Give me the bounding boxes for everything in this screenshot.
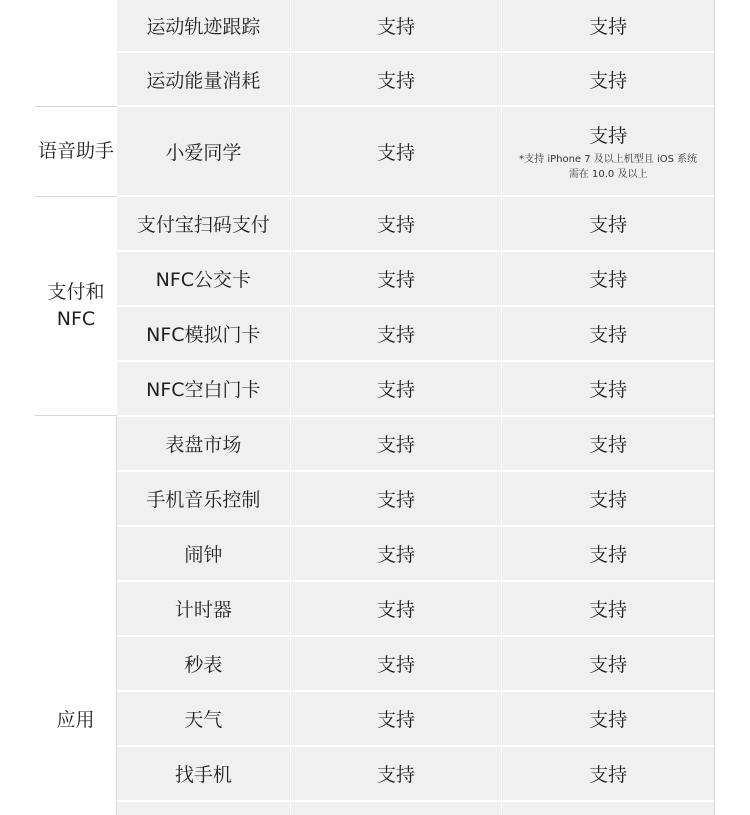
table-row (117, 107, 714, 197)
support-status-col2: 支持 (291, 527, 503, 580)
support-status-col2: 支持 (291, 417, 503, 470)
feature-name: 天气 (117, 692, 291, 745)
feature-name: 计时器 (117, 582, 291, 635)
support-status-col3: 支持 (589, 434, 628, 456)
support-status-col2: 支持 (291, 0, 503, 51)
support-status-col2: 支持 (291, 53, 503, 105)
table-row (117, 472, 714, 527)
support-status-col3: 支持 (589, 764, 628, 786)
support-status-col2: 支持 (291, 637, 503, 690)
feature-name: 找手机 (117, 747, 291, 800)
table-row (117, 417, 714, 472)
feature-name: 运动能量消耗 (117, 53, 291, 105)
table-row (117, 527, 714, 582)
support-status-col3: 支持 (589, 379, 628, 401)
support-status-col2: 支持 (291, 692, 503, 745)
support-status-col3: 支持 (589, 214, 628, 236)
support-status-col3-with-note (502, 107, 714, 195)
feature-name: 支付宝扫码支付 (117, 197, 291, 250)
category-label: 语音助手 (37, 140, 114, 162)
table-row (117, 53, 714, 107)
feature-name: 闹钟 (117, 527, 291, 580)
support-status-col2: 支持 (291, 307, 503, 360)
category-cell-apps (35, 416, 117, 815)
table-right-border (714, 0, 715, 815)
table-row (117, 692, 714, 747)
feature-name: NFC空白门卡 (117, 362, 291, 415)
support-status-col2 (291, 802, 503, 815)
support-status-col3: 支持 (589, 324, 628, 346)
support-status-col3: 支持 (589, 489, 628, 511)
category-label: 应用 (56, 709, 95, 731)
support-status-col3: 支持 (589, 709, 628, 731)
support-status-col3: 支持 (589, 599, 628, 621)
support-status-col3: 支持 (589, 654, 628, 676)
support-status-col3: 支持 (589, 69, 628, 92)
compatibility-note: *支持 iPhone 7 及以上机型且 iOS 系统 需在 10.0 及以上 (519, 153, 698, 180)
support-status-col2: 支持 (291, 362, 503, 415)
feature-name (117, 802, 291, 815)
support-status-col2: 支持 (291, 107, 503, 195)
table-row (117, 362, 714, 417)
support-status-col3: 支持 (589, 269, 628, 291)
support-status-col2: 支持 (291, 472, 503, 525)
table-row (117, 307, 714, 362)
feature-name: 表盘市场 (117, 417, 291, 470)
support-status-col3: 支持 (589, 16, 628, 38)
feature-name: 运动轨迹跟踪 (117, 0, 291, 51)
support-status-col3: 支持 (589, 124, 628, 147)
table-row (117, 637, 714, 692)
support-status-col3 (502, 802, 714, 815)
support-status-col2: 支持 (291, 197, 503, 250)
table-row-partial (117, 802, 714, 815)
support-status-col3: 支持 (589, 544, 628, 566)
table-row (117, 252, 714, 307)
support-status-col2: 支持 (291, 582, 503, 635)
support-status-col2: 支持 (291, 747, 503, 800)
feature-name: 手机音乐控制 (117, 472, 291, 525)
feature-name: 秒表 (117, 637, 291, 690)
category-cell-voice-assistant (35, 107, 118, 197)
table-row (117, 197, 714, 252)
feature-name: 小爱同学 (117, 107, 291, 195)
table-row (117, 0, 714, 53)
feature-name: NFC模拟门卡 (117, 307, 291, 360)
table-row (117, 747, 714, 802)
table-row (117, 582, 714, 637)
feature-name: NFC公交卡 (117, 252, 291, 305)
support-status-col2: 支持 (291, 252, 503, 305)
category-cell-top (35, 0, 118, 107)
category-cell-payment-nfc (35, 197, 118, 416)
category-label: 支付和 NFC (47, 281, 105, 330)
